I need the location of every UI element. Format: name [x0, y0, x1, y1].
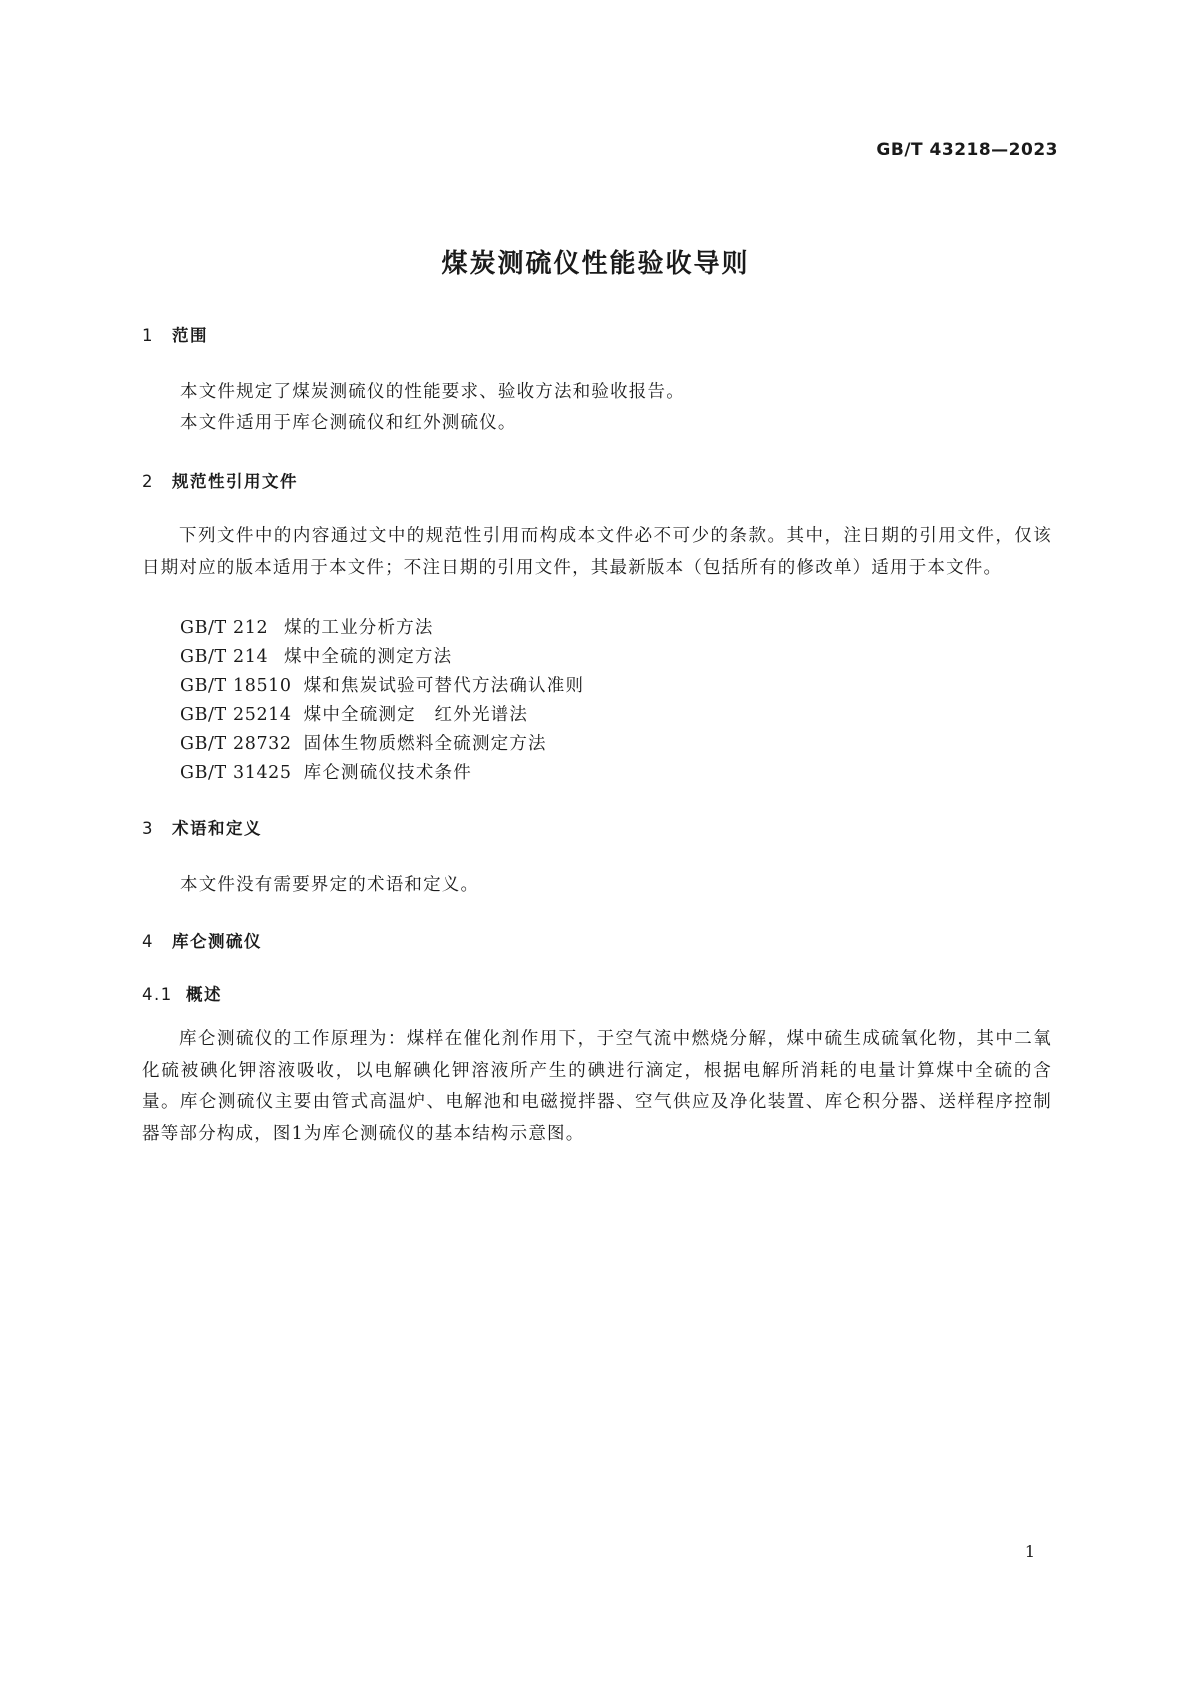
- reference-code: GB/T 18510: [180, 676, 292, 696]
- section-2-intro: 下列文件中的内容通过文中的规范性引用而构成本文件必不可少的条款。其中，注日期的引用文件，仅该日期对应的版本适用于本文件；不注日期的引用文件，其最新版本（包括所有的修改单）适用于本文件。: [142, 526, 1052, 578]
- reference-code: GB/T 25214: [180, 705, 292, 725]
- section-3-title: 术语和定义: [172, 819, 262, 838]
- document-title: 煤炭测硫仪性能验收导则: [441, 249, 750, 279]
- section-1-line-2: 本文件适用于库仑测硫仪和红外测硫仪。: [180, 413, 517, 433]
- reference-name: 固体生物质燃料全硫测定方法: [303, 734, 547, 754]
- reference-name: 煤的工业分析方法: [284, 618, 434, 638]
- section-4-1-text: 库仑测硫仪的工作原理为：煤样在催化剂作用下，于空气流中燃烧分解，煤中硫生成硫氧化物，其中二氧化硫被碘化钾溶液吸收，以电解碘化钾溶液所产生的碘进行滴定，根据电解所消耗的电量计算煤中全硫的含量。库仑测硫仪主要由管式高温炉、电解池和电磁搅拌器、空气供应及净化装置、库仑积分器、送样程序控制器等部分构成，图1为库仑测硫仪的基本结构示意图。: [142, 1029, 1052, 1144]
- reference-name: 煤中全硫的测定方法: [284, 647, 453, 667]
- section-4-title: 库仑测硫仪: [172, 932, 262, 951]
- page-number: 1: [1024, 1542, 1035, 1561]
- section-4-1-heading: [142, 981, 222, 1005]
- reference-name: 煤中全硫测定 红外光谱法: [303, 705, 529, 725]
- section-3-text: 本文件没有需要界定的术语和定义。: [180, 875, 480, 895]
- section-3-heading: [142, 815, 262, 839]
- section-4-1-title: 概述: [186, 985, 222, 1004]
- section-1-number: 1: [142, 326, 154, 345]
- reference-item: [180, 701, 528, 726]
- reference-name: 库仑测硫仪技术条件: [303, 763, 472, 783]
- section-3-number: 3: [142, 819, 154, 838]
- reference-code: GB/T 31425: [180, 763, 292, 783]
- reference-item: [180, 759, 472, 784]
- section-2-title: 规范性引用文件: [172, 472, 298, 491]
- section-1-line-1: 本文件规定了煤炭测硫仪的性能要求、验收方法和验收报告。: [180, 382, 685, 402]
- section-4-number: 4: [142, 932, 154, 951]
- section-1-heading: [142, 322, 208, 346]
- section-2-number: 2: [142, 472, 154, 491]
- reference-code: GB/T 214: [180, 647, 269, 667]
- reference-code: GB/T 28732: [180, 734, 292, 754]
- reference-name: 煤和焦炭试验可替代方法确认准则: [303, 676, 585, 696]
- reference-item: [180, 614, 434, 639]
- section-2-heading: [142, 468, 298, 492]
- standard-code: GB/T 43218—2023: [876, 140, 1058, 160]
- reference-item: [180, 672, 584, 697]
- section-1-title: 范围: [172, 326, 208, 345]
- section-4-1-number: 4.1: [142, 985, 173, 1004]
- reference-item: [180, 643, 452, 668]
- section-4-heading: [142, 928, 262, 952]
- reference-item: [180, 730, 547, 755]
- reference-code: GB/T 212: [180, 618, 269, 638]
